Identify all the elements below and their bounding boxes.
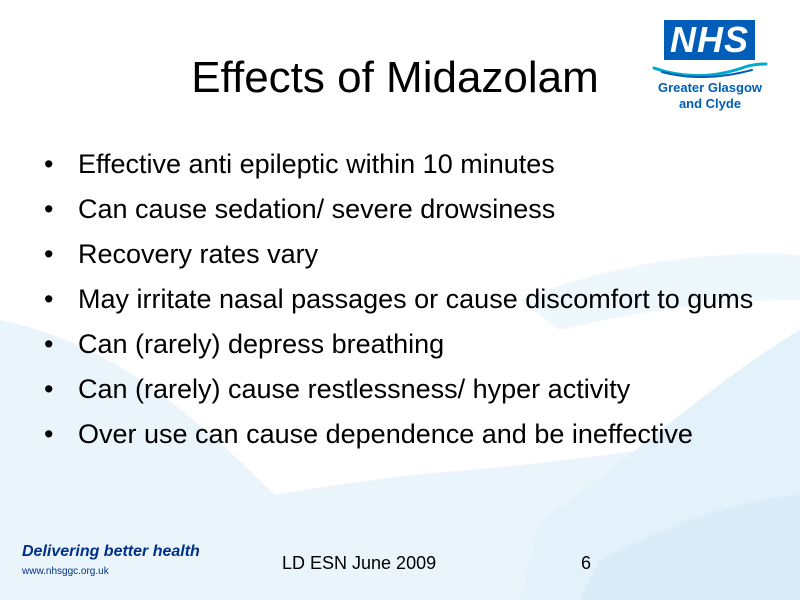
bullet-item <box>44 281 764 318</box>
bullet-text: Can (rarely) depress breathing <box>78 329 445 359</box>
nhs-logo <box>648 18 772 118</box>
bullet-dot: • <box>44 419 54 449</box>
bullet-item <box>44 146 764 183</box>
bullet-dot: • <box>44 239 54 269</box>
bullet-item <box>44 416 764 453</box>
bullet-text: Recovery rates vary <box>78 239 319 269</box>
footer-center-text: LD ESN June 2009 <box>282 553 437 573</box>
bullet-item <box>44 236 764 273</box>
footer-url: www.nhsggc.org.uk <box>22 566 109 577</box>
bullet-dot: • <box>44 194 54 224</box>
bullet-dot: • <box>44 374 54 404</box>
bullet-text: Can cause sedation/ severe drowsiness <box>78 194 556 224</box>
bullet-item <box>44 191 764 228</box>
logo-swoosh-icon <box>652 62 768 78</box>
bullet-list <box>44 146 764 461</box>
bullet-text: Effective anti epileptic within 10 minutes <box>78 149 555 179</box>
logo-line-2: and Clyde <box>678 96 742 111</box>
bullet-dot: • <box>44 329 54 359</box>
bullet-dot: • <box>44 149 54 179</box>
bullet-text: Over use can cause dependence and be ineffective <box>78 419 693 449</box>
bullet-text: Can (rarely) cause restlessness/ hyper activity <box>78 374 631 404</box>
bullet-item <box>44 326 764 363</box>
bullet-item <box>44 371 764 408</box>
bullet-text: May irritate nasal passages or cause discomfort to gums <box>78 284 754 314</box>
slide-title: Effects of Midazolam <box>191 53 599 102</box>
logo-line-1: Greater Glasgow <box>657 80 763 95</box>
bullet-dot: • <box>44 284 54 314</box>
footer-tagline: Delivering better health <box>22 543 200 560</box>
page-number: 6 <box>581 553 592 573</box>
nhs-logo-text: NHS <box>664 20 755 60</box>
